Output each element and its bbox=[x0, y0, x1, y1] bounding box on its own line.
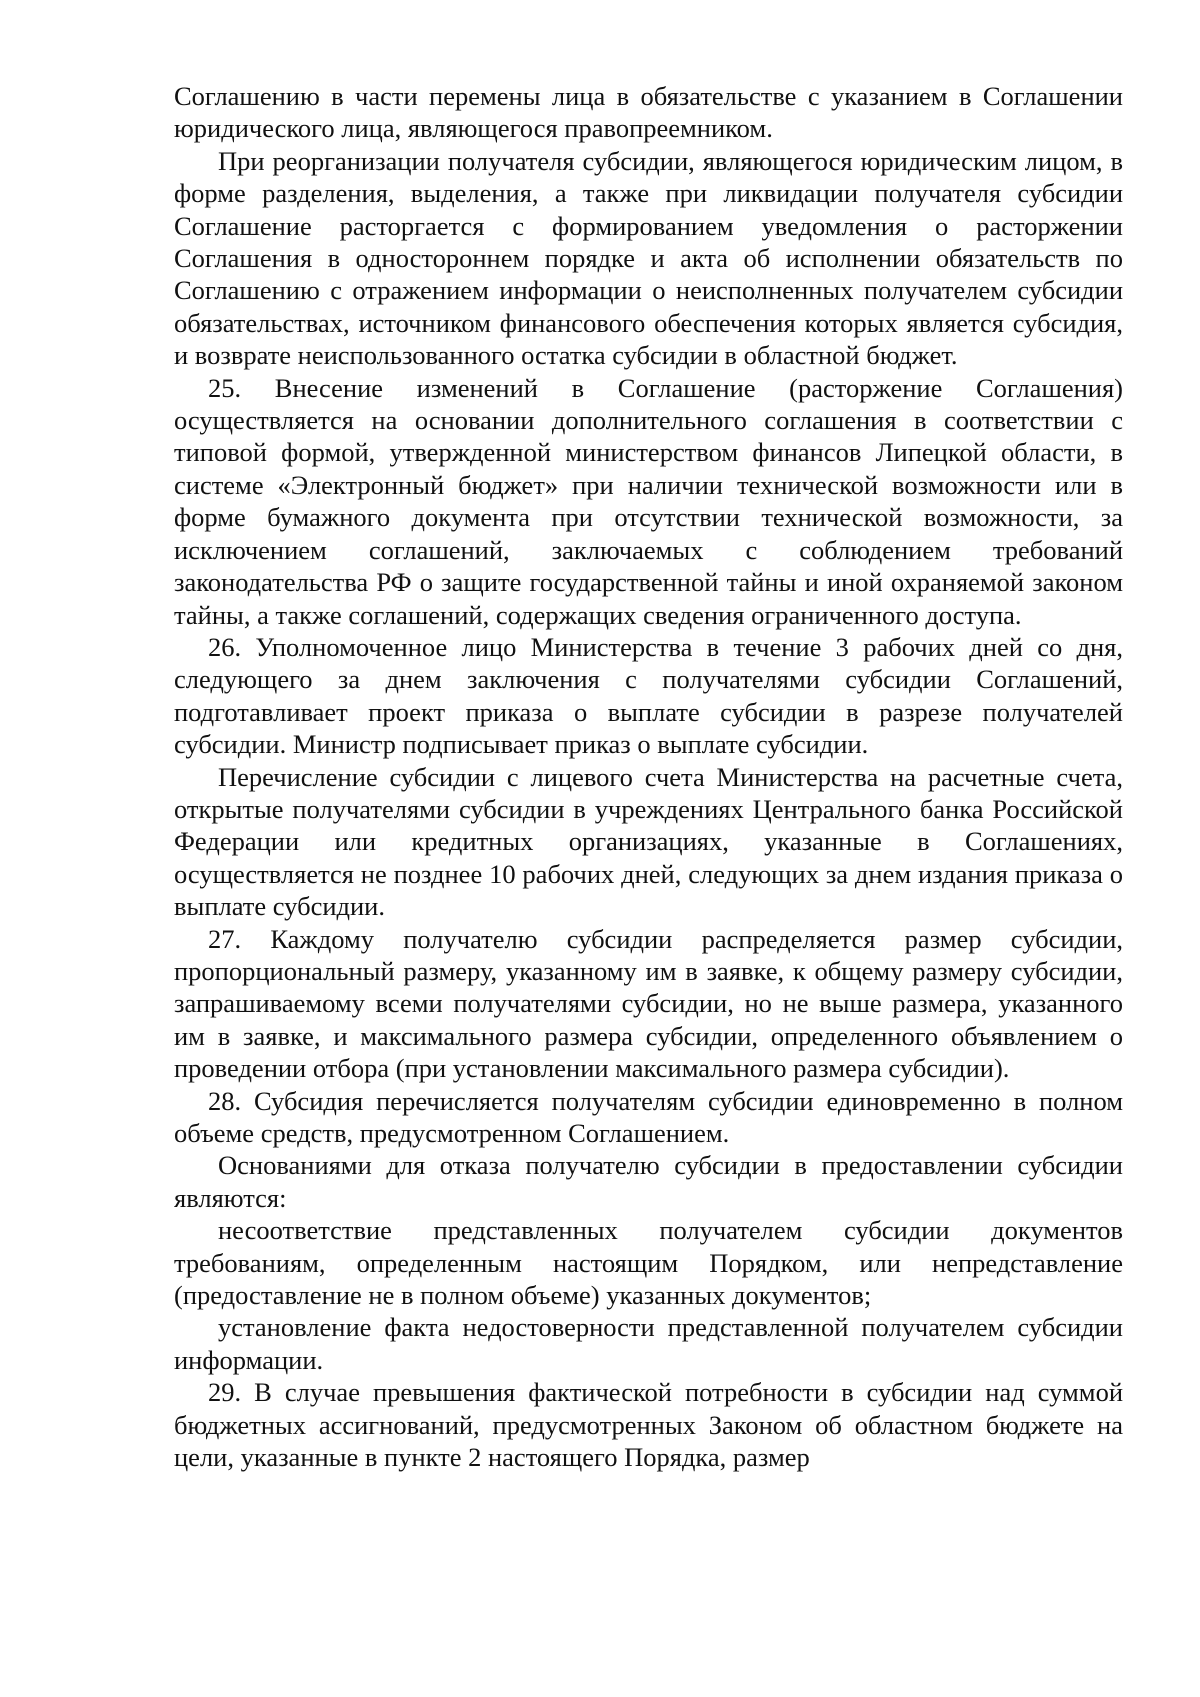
paragraph-reorganization: При реорганизации получателя субсидии, являющегося юридическим лицом, в форме разделения, выделения, а также при ликвидации получателя субсидии Соглашение расторгается с формированием уведомления о расторжении Соглашения в одностороннем порядке и акта об исполнении обязательств по Соглашению с отражением информации о неисполненных получателем субсидии обязательствах, источником финансового обеспечения которых является субсидия, и возврате неиспользованного остатка субсидии в областной бюджет. bbox=[174, 145, 1123, 371]
paragraph-refusal-ground-2: установление факта недостоверности представленной получателем субсидии информации. bbox=[174, 1312, 1123, 1375]
paragraph-refusal-ground-1: несоответствие представленных получателем субсидии документов требованиям, определенным настоящим Порядком, или непредставление (предоставление не в полном объеме) указанных документов; bbox=[174, 1215, 1123, 1311]
paragraph-item-25: 25. Внесение изменений в Соглашение (расторжение Соглашения) осуществляется на основании дополнительного соглашения в соответствии с типовой формой, утвержденной министерством финансов Липецкой области, в системе «Электронный бюджет» при наличии технической возможности или в форме бумажного документа при отсутствии технической возможности, за исключением соглашений, заключаемых с соблюдением требований законодательства РФ о защите государственной тайны и иной охраняемой законом тайны, а также соглашений, содержащих сведения ограниченного доступа. bbox=[174, 372, 1123, 630]
paragraph-item-27: 27. Каждому получателю субсидии распределяется размер субсидии, пропорциональный размеру, указанному им в заявке, к общему размеру субсидии, запрашиваемому всеми получателями субсидии, но не выше размера, указанного им в заявке, и максимального размера субсидии, определенного объявлением о проведении отбора (при установлении максимального размера субсидии). bbox=[174, 923, 1123, 1084]
paragraph-transfer: Перечисление субсидии с лицевого счета Министерства на расчетные счета, открытые получателями субсидии в учреждениях Центрального банка Российской Федерации или кредитных организациях, указанные в Соглашениях, осуществляется не позднее 10 рабочих дней, следующих за днем издания приказа о выплате субсидии. bbox=[174, 761, 1123, 922]
paragraph-item-29: 29. В случае превышения фактической потребности в субсидии над суммой бюджетных ассигнований, предусмотренных Законом об областном бюджете на цели, указанные в пункте 2 настоящего Порядка, размер bbox=[174, 1377, 1123, 1473]
paragraph-item-28: 28. Субсидия перечисляется получателям субсидии единовременно в полном объеме средств, предусмотренном Соглашением. bbox=[174, 1085, 1123, 1148]
paragraph-item-26: 26. Уполномоченное лицо Министерства в течение 3 рабочих дней со дня, следующего за днем заключения с получателями субсидии Соглашений, подготавливает проект приказа о выплате субсидии в разрезе получателей субсидии. Министр подписывает приказ о выплате субсидии. bbox=[174, 631, 1123, 760]
document-page bbox=[174, 80, 1123, 1473]
paragraph-refusal-grounds: Основаниями для отказа получателю субсидии в предоставлении субсидии являются: bbox=[174, 1150, 1123, 1213]
paragraph-continuation: Соглашению в части перемены лица в обязательстве с указанием в Соглашении юридического лица, являющегося правопреемником. bbox=[174, 81, 1123, 144]
